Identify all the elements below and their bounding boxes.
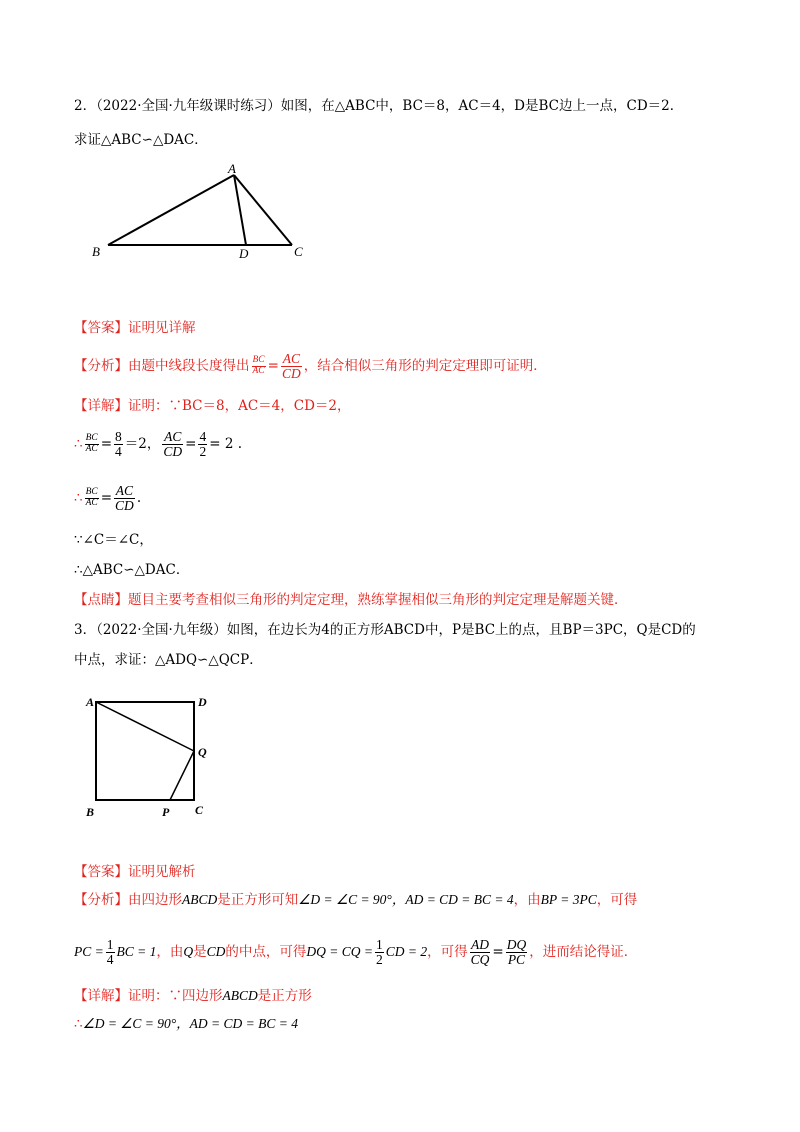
q2-ratio-calc: ∴ $\frac{BC}{AC}$ = $\frac{8}{4}$ ＝2， $\frac{AC}{CD}$ = $\frac{4}{2}$ = 2 .	[74, 429, 242, 460]
label-a: A	[86, 695, 95, 709]
q2-ratio-equal: ∴ $\frac{BC}{AC}$ = $\frac{AC}{CD}$ .	[74, 483, 142, 514]
q2-comment: 【点睛】题目主要考查相似三角形的判定定理，熟练掌握相似三角形的判定定理是解题关键．	[74, 592, 628, 608]
q2-conclusion: ∴△ABC∽△DAC．	[74, 562, 190, 578]
q3-stem-line-2: 中点，求证：△ADQ∽△QCP．	[74, 652, 263, 668]
q3-stem-line-1: 3．（2022·全国·九年级）如图，在边长为4的正方形ABCD中，P是BC上的点，且BP＝3PC，Q是CD的	[74, 622, 696, 638]
label-b: B	[86, 805, 95, 819]
label-c: C	[195, 803, 204, 817]
square-abcd	[96, 702, 194, 800]
label-c: C	[294, 244, 303, 259]
q2-stem-line-1: 2．（2022·全国·九年级课时练习）如图，在△ABC中，BC＝8，AC＝4，D是BC边上一点，CD＝2．	[74, 98, 684, 114]
q3-last-line: ∴∠D = ∠C = 90°，AD = CD = BC = 4	[74, 1016, 299, 1032]
q3-analysis-line-1: 【分析】由四边形ABCD是正方形可知∠D = ∠C = 90°，AD = CD = BC = 4，由BP = 3PC，可得	[74, 892, 638, 908]
label-a: A	[228, 161, 236, 176]
q3-answer: 【答案】证明见解析	[74, 864, 196, 880]
q2-analysis-suffix: ，结合相似三角形的判定定理即可证明．	[303, 358, 547, 375]
label-d: D	[239, 246, 249, 261]
q2-analysis-prefix: 【分析】由题中线段长度得出	[74, 358, 250, 375]
segment-qp	[170, 751, 194, 800]
label-p: P	[162, 805, 170, 819]
q2-analysis: 【分析】由题中线段长度得出 $\frac{BC}{AC}$ = $\frac{AC}{CD}$ ，结合相似三角形的判定定理即可证明．	[74, 351, 547, 382]
q3-square-figure	[84, 690, 224, 825]
q2-stem-line-2: 求证△ABC∽△DAC．	[74, 132, 208, 148]
label-d: D	[198, 695, 207, 709]
q3-analysis-line-2: PC = $\frac{1}{4}$ BC = 1，由Q是CD的中点，可得DQ = CQ = $\frac{1}{2}$ CD = 2，可得 $\frac{AD}{CQ}$ = $\frac{DQ}{PC}$ ，进而结论得证．	[74, 937, 638, 968]
label-q: Q	[198, 745, 207, 759]
segment-ac	[234, 175, 292, 245]
q2-detail-line: 【详解】证明：∵BC＝8，AC＝4，CD＝2，	[74, 398, 351, 414]
q2-triangle-figure	[88, 160, 328, 270]
segment-aq	[96, 702, 194, 751]
label-b: B	[92, 244, 100, 259]
q2-answer: 【答案】证明见详解	[74, 320, 196, 336]
segment-ad	[234, 175, 246, 245]
q3-detail-line: 【详解】证明：∵四边形ABCD是正方形	[74, 988, 312, 1004]
segment-ab	[108, 175, 234, 245]
q2-angle-line: ∵∠C＝∠C，	[74, 532, 153, 548]
